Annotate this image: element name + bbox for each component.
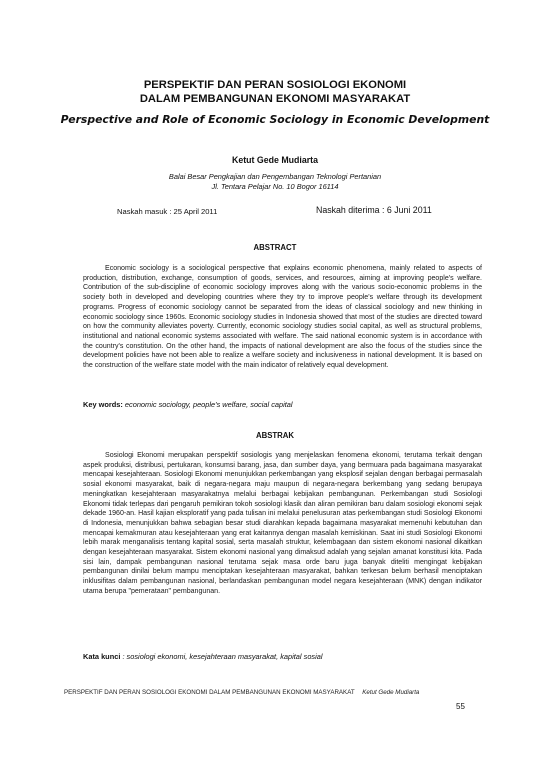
kata-kunci-values: : sosiologi ekonomi, kesejahteraan masyarakat, kapital sosial	[122, 652, 323, 661]
abstract-keywords	[83, 400, 482, 409]
keywords-values: economic sociology, people's welfare, social capital	[124, 400, 293, 409]
footer-title: PERSPEKTIF DAN PERAN SOSIOLOGI EKONOMI DALAM PEMBANGUNAN EKONOMI MASYARAKAT	[64, 689, 355, 696]
paper-title-line-2: DALAM PEMBANGUNAN EKONOMI MASYARAKAT	[139, 92, 411, 105]
abstrak-body: Sosiologi Ekonomi merupakan perspektif sosiologis yang menjelaskan fenomena ekonomi, terutama terkait dengan aspek produksi, distribusi, pertukaran, konsumsi barang, jasa, dan sumber daya, yang bermuara pada bagaimana masyarakat mencapai kesejahteraan. Sosiologi Ekonomi menunjukkan perkembangan yang eksplosif sejalan dengan berbagai permasalah sosial ekonomi masyarakat, baik di negara-negara maju maupun di negara-negara berkembang yang sedang berupaya meningkatkan kesejahteraan masyarakatnya melalui berbagai kebijakan pembangunan. Perkembangan studi Sosiologi Ekonomi tidak terlepas dari pengaruh pemikiran tokoh sosiologi klasik dan aliran pemikiran baru dalam sosiologi ekonomi sejak dekade 1960-an. Hasil kajian eksploratif yang pada tulisan ini melalui penelusuran atas perkembangan studi Sosiologi Ekonomi di Indonesia, menunjukkan bahwa sebagian besar studi diarahkan kepada bagaimana masyarakat memenuhi kebutuhan dan mencapai kemakmuran atau kesejahteraan yang erat kaitannya dengan masalah kemiskinan. Saat ini studi Sosiologi Ekonomi lebih marak menganalisis tentang kapital sosial, serta masalah struktur, kelembagaan dan sistem ekonomi nasional dikaitkan dengan kesejahteraan masyarakat. Sistem ekonomi nasional yang dimaksud adalah yang sejalan amanat konstitusi kita. Pada sisi lain, dampak pembangunan nasional terutama sejak masa orde baru juga banyak diteliti mengingat kebijakan pembangunan dinilai belum mampu menciptakan kesejahteraan masyarakat, bahkan terkesan belum berhasil menciptakan inklusifitas dalam pembangunan nasional, berlandaskan pembangunan model negara kesejahteraan (MNK) dengan indikator utama berupa "pemerataan" pembangunan.	[83, 452, 482, 595]
footer-author: Ketut Gede Mudiarta	[362, 689, 420, 696]
received-date: Naskah masuk : 25 April 2011	[117, 207, 218, 216]
paper-title-english: Perspective and Role of Economic Sociology in Economic Development	[60, 113, 490, 126]
paper-title	[60, 79, 490, 106]
keywords-label: Key words:	[83, 400, 123, 409]
affiliation-line-1: Balai Besar Pengkajian dan Pengembangan Teknologi Pertanian	[168, 172, 382, 181]
abstract-heading: ABSTRACT	[253, 243, 297, 252]
kata-kunci-label: Kata kunci	[83, 652, 121, 661]
author-affiliation	[60, 172, 490, 191]
paper-title-line-1: PERSPEKTIF DAN PERAN SOSIOLOGI EKONOMI	[143, 79, 407, 91]
abstrak-heading: ABSTRAK	[255, 431, 295, 440]
page-number: 55	[456, 702, 465, 711]
accepted-date: Naskah diterima : 6 Juni 2011	[316, 205, 432, 215]
abstrak-keywords	[83, 652, 482, 661]
author-name: Ketut Gede Mudiarta	[231, 155, 319, 165]
abstract-body: Economic sociology is a sociological perspective that explains economic phenomena, mainly related to aspects of production, distribution, exchange, consumption of goods, services, and resources, aiming at improving people's welfare. Contribution of the sub-discipline of economic sociology improves along with the various socio-economic problems in the society both in developed and developing countries where they try to improve people's welfare through its development programs. Progress of economic sociology cannot be separated from the ideas of classical sociology and new thinking in economic sociology since 1960s. Economic sociology studies in Indonesia showed that most of the studies are directed toward on how the community alleviates poverty. Currently, economic sociology studies social capital, as well as structural problems, institutional and national economic systems associated with welfare. The said national economic system is in accordance with the country's constitution. On the other hand, the impacts of national development are also the focus of the studies since the development policies have not been able to realize a welfare society and inclusiveness in national development. It is based on the construction of the welfare state model with the main indicator of relatively equal development.	[83, 265, 482, 370]
affiliation-line-2: Jl. Tentara Pelajar No. 10 Bogor 16114	[211, 181, 339, 191]
running-footer	[64, 689, 419, 696]
